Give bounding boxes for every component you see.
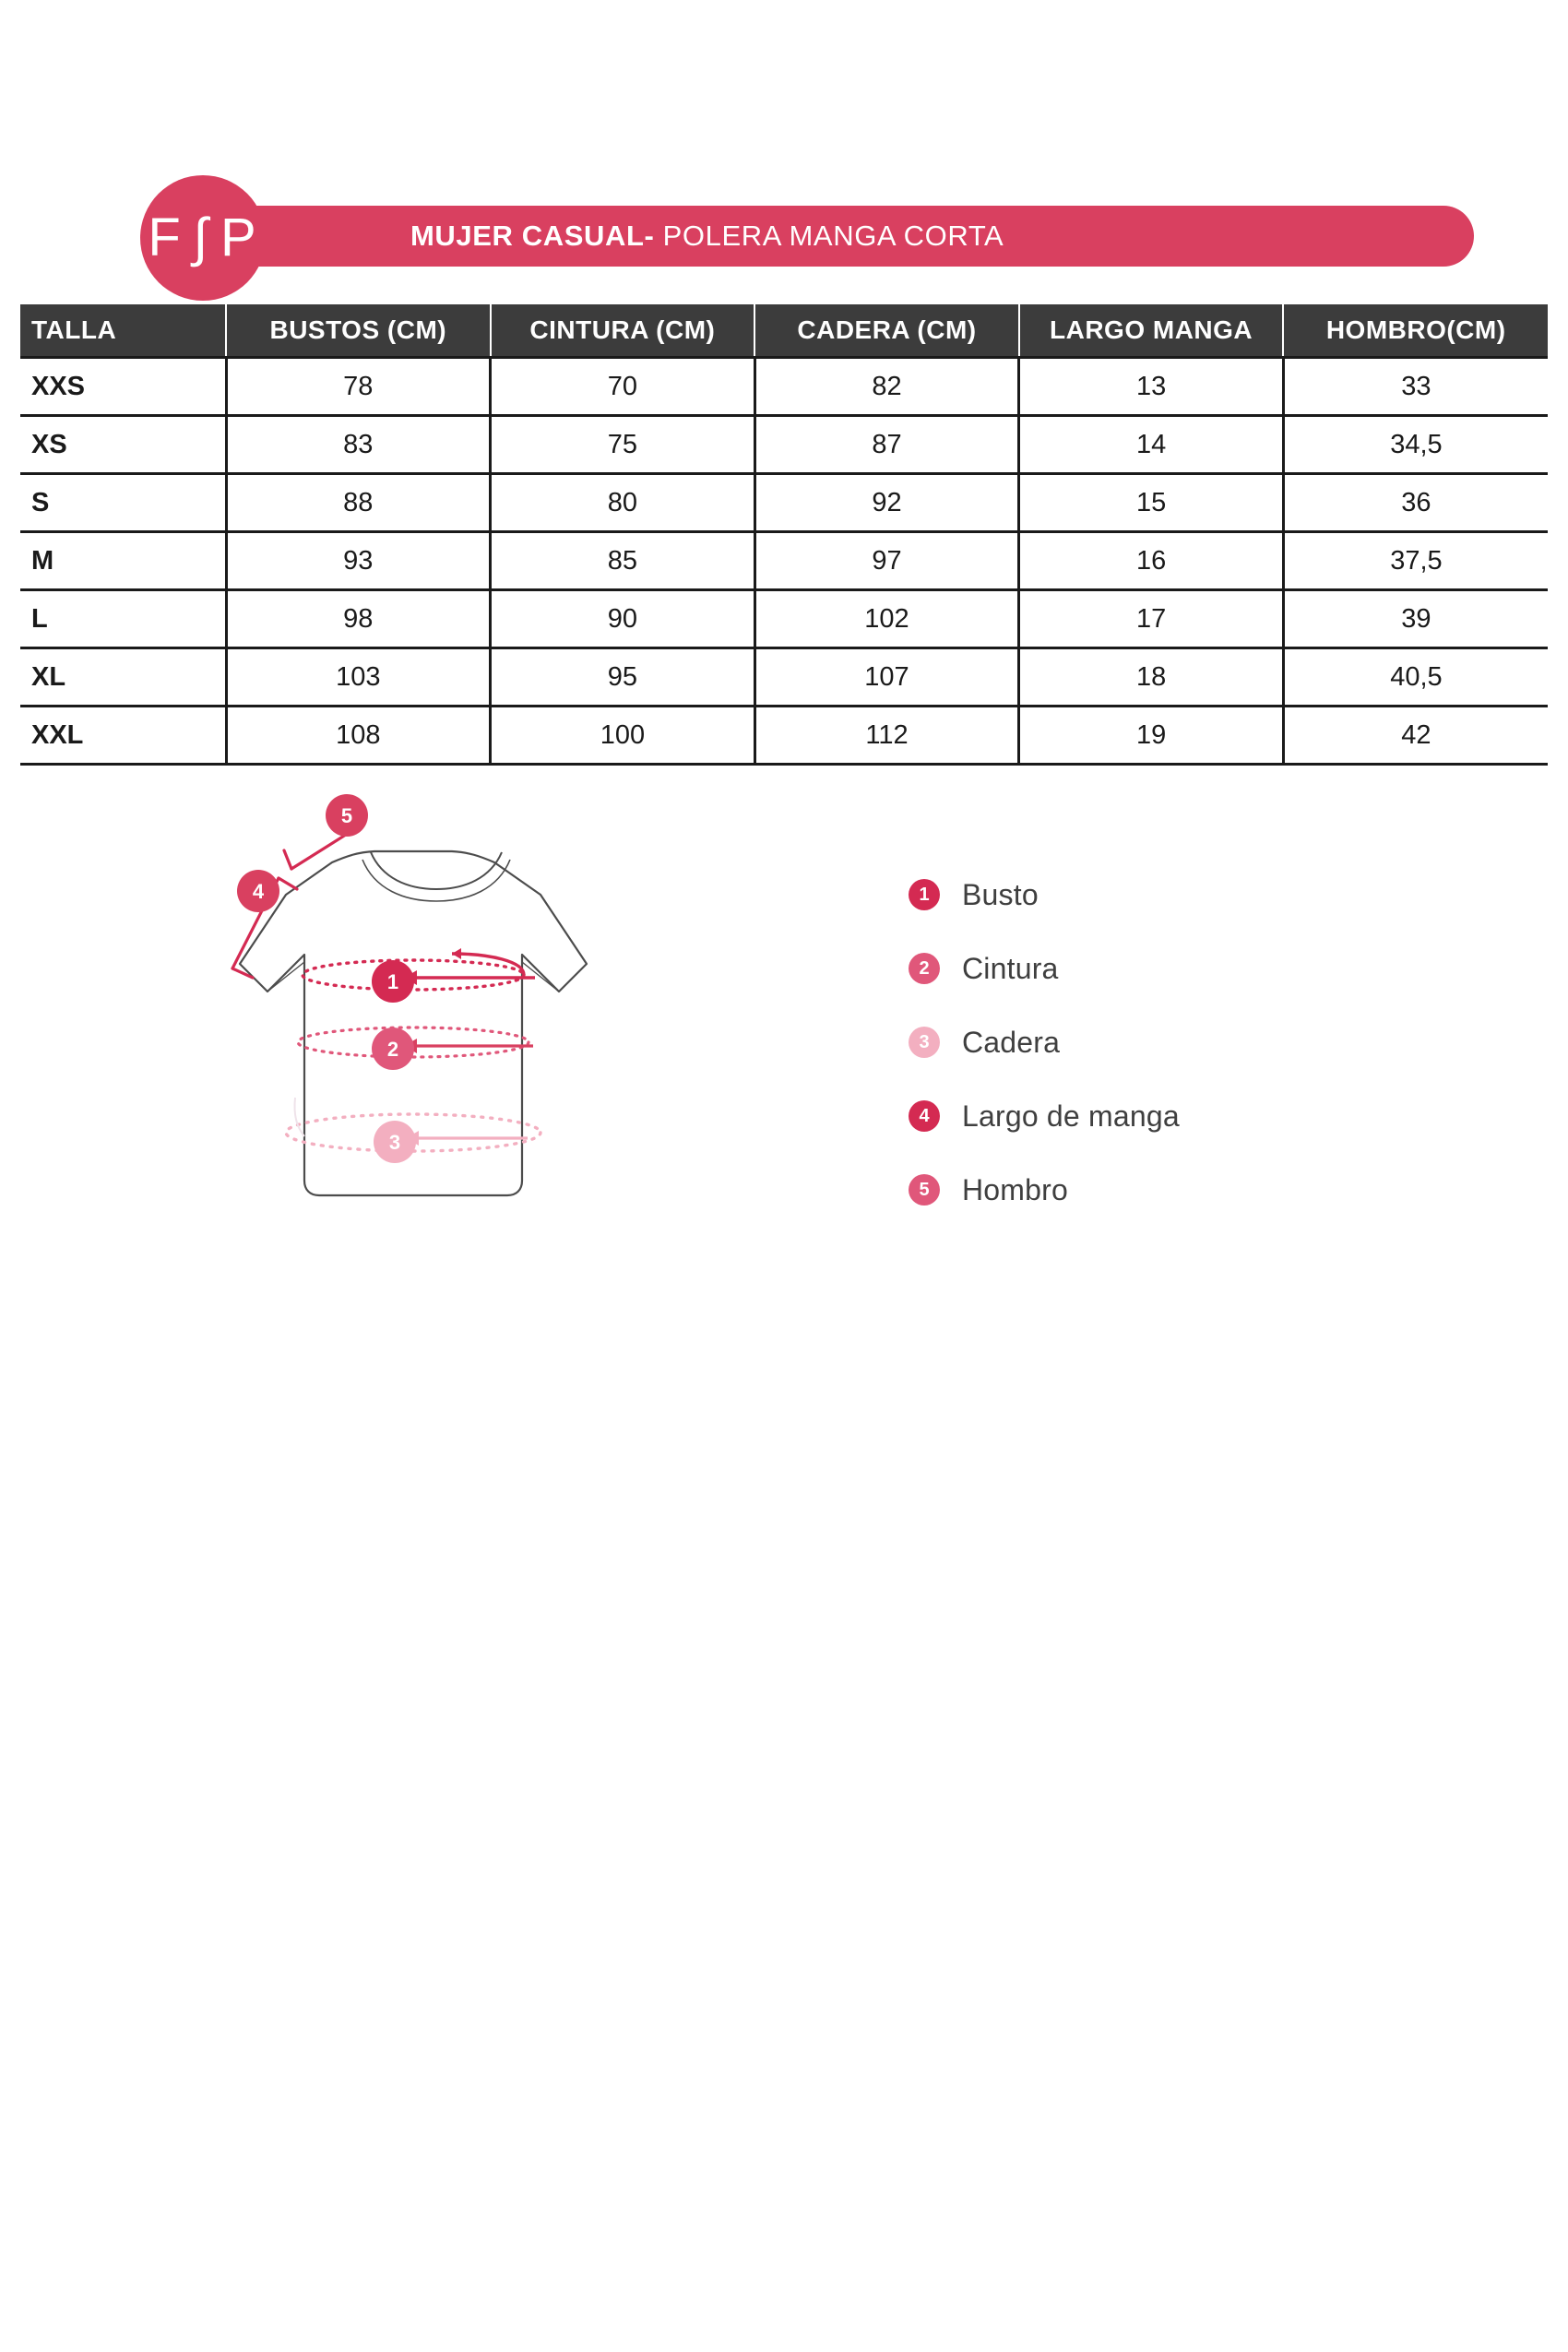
diagram-marker-3 (374, 1121, 416, 1163)
svg-text:3: 3 (388, 1131, 401, 1154)
page-title (410, 220, 1004, 253)
cell-talla: XL (20, 648, 226, 707)
cell-talla: XS (20, 416, 226, 474)
cell-cintura: 70 (491, 358, 755, 416)
cell-talla: XXS (20, 358, 226, 416)
size-chart-table (20, 304, 1548, 766)
column-header-cadera: CADERA (CM) (754, 304, 1019, 358)
cell-hombro: 40,5 (1283, 648, 1548, 707)
table-row (20, 358, 1548, 416)
cell-largo-manga: 14 (1019, 416, 1284, 474)
table-header (20, 304, 1548, 358)
legend-label-largo-de-manga: Largo de manga (962, 1099, 1180, 1133)
column-header-bustos: BUSTOS (CM) (226, 304, 491, 358)
legend-badge-3: 3 (909, 1027, 940, 1058)
cell-hombro: 33 (1283, 358, 1548, 416)
page-title-product: POLERA MANGA CORTA (654, 220, 1004, 252)
cell-cadera: 97 (754, 532, 1019, 590)
cell-bustos: 78 (226, 358, 491, 416)
cell-bustos: 98 (226, 590, 491, 648)
cell-cadera: 102 (754, 590, 1019, 648)
cell-cintura: 90 (491, 590, 755, 648)
legend-label-cintura: Cintura (962, 951, 1059, 985)
cell-talla: L (20, 590, 226, 648)
cell-bustos: 83 (226, 416, 491, 474)
table-row (20, 474, 1548, 532)
table-row (20, 532, 1548, 590)
legend-badge-1: 1 (909, 879, 940, 910)
cell-talla: XXL (20, 707, 226, 765)
table-body (20, 358, 1548, 765)
cell-hombro: 42 (1283, 707, 1548, 765)
page-header (0, 88, 1568, 267)
cell-talla: S (20, 474, 226, 532)
cell-cintura: 80 (491, 474, 755, 532)
diagram-marker-4 (237, 870, 279, 912)
page-title-category: MUJER CASUAL- (410, 220, 655, 252)
cell-cintura: 95 (491, 648, 755, 707)
brand-logo (140, 175, 266, 301)
cell-largo-manga: 19 (1019, 707, 1284, 765)
column-header-talla: TALLA (20, 304, 226, 358)
cell-cadera: 87 (754, 416, 1019, 474)
measurement-diagram (175, 793, 747, 1310)
cell-cadera: 107 (754, 648, 1019, 707)
svg-text:4: 4 (252, 880, 265, 903)
legend-label-cadera: Cadera (962, 1025, 1061, 1059)
legend-item-cintura (909, 932, 1388, 1005)
cell-hombro: 37,5 (1283, 532, 1548, 590)
cell-hombro: 36 (1283, 474, 1548, 532)
cell-largo-manga: 18 (1019, 648, 1284, 707)
cell-cadera: 82 (754, 358, 1019, 416)
cell-cadera: 112 (754, 707, 1019, 765)
cell-largo-manga: 16 (1019, 532, 1284, 590)
cell-largo-manga: 17 (1019, 590, 1284, 648)
cell-talla: M (20, 532, 226, 590)
legend-badge-2: 2 (909, 953, 940, 984)
legend-badge-5: 5 (909, 1174, 940, 1206)
column-header-largo-manga: LARGO MANGA (1019, 304, 1284, 358)
diagram-marker-5 (326, 794, 368, 837)
cell-bustos: 88 (226, 474, 491, 532)
svg-text:2: 2 (386, 1038, 399, 1061)
legend-item-largo-de-manga (909, 1079, 1388, 1153)
cell-largo-manga: 15 (1019, 474, 1284, 532)
cell-cintura: 75 (491, 416, 755, 474)
cell-bustos: 108 (226, 707, 491, 765)
cell-bustos: 103 (226, 648, 491, 707)
legend-label-busto: Busto (962, 877, 1039, 911)
cell-bustos: 93 (226, 532, 491, 590)
legend-item-hombro (909, 1153, 1388, 1227)
cell-cintura: 100 (491, 707, 755, 765)
legend-label-hombro: Hombro (962, 1172, 1069, 1206)
table-row (20, 707, 1548, 765)
size-chart-table-container (20, 304, 1548, 766)
diagram-marker-2 (372, 1028, 414, 1070)
diagram-marker-1 (372, 960, 414, 1003)
column-header-hombro: HOMBRO(CM) (1283, 304, 1548, 358)
brand-logo-text: F ∫ P (148, 208, 258, 267)
cell-largo-manga: 13 (1019, 358, 1284, 416)
measurement-legend (909, 858, 1388, 1227)
table-header-row (20, 304, 1548, 358)
table-row (20, 416, 1548, 474)
svg-text:1: 1 (386, 970, 399, 993)
legend-badge-4: 4 (909, 1100, 940, 1132)
table-row (20, 590, 1548, 648)
header-title-pill (226, 206, 1474, 267)
cell-hombro: 34,5 (1283, 416, 1548, 474)
table-row (20, 648, 1548, 707)
svg-text:5: 5 (340, 804, 353, 827)
cell-cadera: 92 (754, 474, 1019, 532)
legend-item-cadera (909, 1005, 1388, 1079)
cell-cintura: 85 (491, 532, 755, 590)
legend-item-busto (909, 858, 1388, 932)
cell-hombro: 39 (1283, 590, 1548, 648)
column-header-cintura: CINTURA (CM) (491, 304, 755, 358)
